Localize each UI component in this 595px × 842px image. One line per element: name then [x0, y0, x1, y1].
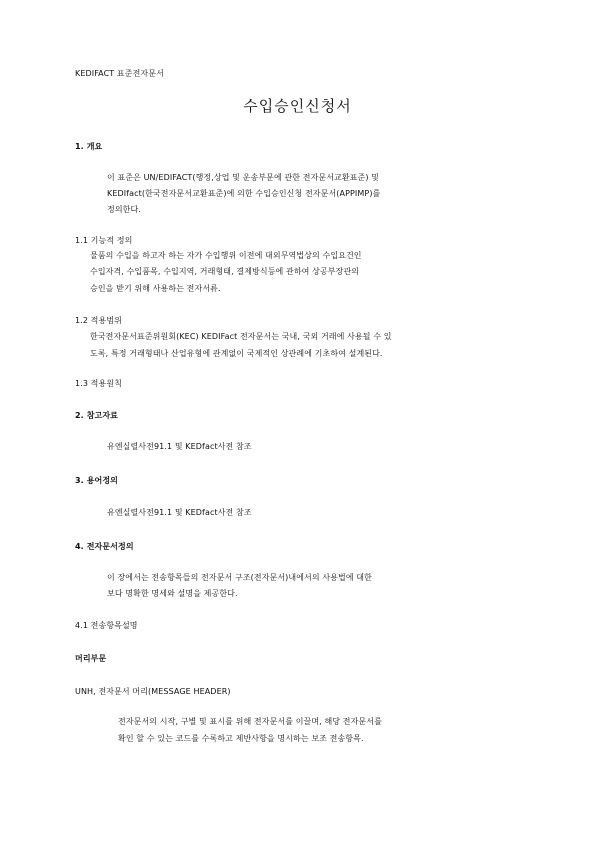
section-2-heading: 2. 참고자료 [75, 411, 119, 420]
document-header: KEDIFACT 표준전자문서 [75, 69, 164, 78]
section-3-body: 유엔실렬사전91.1 및 KEDfact사전 참조 [107, 508, 252, 517]
unh-line-2: 확인 할 수 있는 코드를 수록하고 제반사항을 명시하는 보조 전송항목. [118, 734, 364, 743]
section-1-line-2: KEDIfact(한국전자문서교환표준)에 의한 수입승인신청 전자문서(APPIMP)를 [107, 189, 381, 198]
section-2-body: 유엔실렬사전91.1 및 KEDfact사전 참조 [107, 442, 252, 451]
section-1-1-heading: 1.1 기능적 정의 [75, 236, 133, 245]
section-1-2-line-1: 한국전자문서표준위원회(KEC) KEDIFact 전자문서는 국내, 국외 거래에 사용될 수 있 [90, 332, 392, 341]
section-1-heading: 1. 개요 [75, 142, 103, 151]
section-1-2-line-2: 도록, 특정 거래형태나 산업유형에 관계없이 국제적인 상관례에 기초하여 설계된다. [90, 349, 383, 358]
section-1-line-3: 정의한다. [107, 205, 141, 214]
section-4-line-1: 이 장에서는 전송항목들의 전자문서 구조(전자문서)내에서의 사용법에 대한 [107, 573, 372, 582]
unh-line-1: 전자문서의 시작, 구별 및 표시를 위해 전자문서를 이끌며, 해당 전자문서를 [118, 717, 382, 726]
section-1-line-1: 이 표준은 UN/EDIFACT(행정,상업 및 운송부문에 관한 전자문서교환표준) 및 [107, 173, 380, 182]
section-1-2-heading: 1.2 적용범위 [75, 316, 122, 325]
section-1-1-line-1: 물품의 수입을 하고자 하는 자가 수입행위 이전에 대외무역법상의 수입요건인 [90, 251, 362, 260]
section-1-1-line-3: 승인을 받기 위해 사용하는 전자서류. [90, 284, 221, 293]
section-4-1-heading: 4.1 전송항목설명 [75, 621, 138, 630]
section-1-3-heading: 1.3 적용원칙 [75, 379, 122, 388]
section-4-line-2: 보다 명확한 명세와 설명을 제공한다. [107, 589, 238, 598]
section-3-heading: 3. 용어정의 [75, 476, 119, 485]
document-title: 수입승인신청서 [243, 97, 352, 115]
unh-label: UNH, 전자문서 머리(MESSAGE HEADER) [75, 687, 231, 696]
part-heading: 머리부문 [75, 654, 107, 663]
section-4-heading: 4. 전자문서정의 [75, 542, 134, 551]
section-1-1-line-2: 수입자격, 수입품목, 수입지역, 거래형태, 결제방식등에 관하여 상공부장관의 [90, 267, 360, 276]
